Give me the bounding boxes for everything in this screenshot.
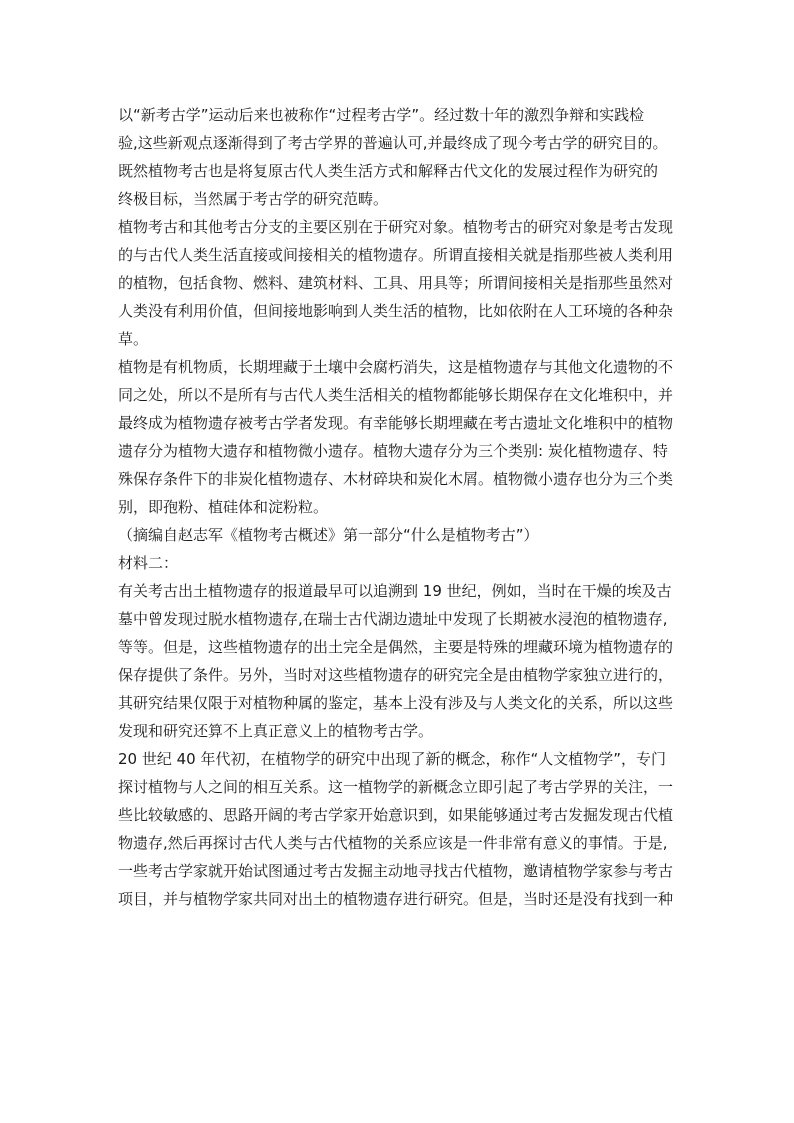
text-line: 同之处，所以不是所有与古代人类生活相关的植物都能够长期保存在文化堆积中，并 [118, 386, 674, 404]
text-line: 验,这些新观点逐渐得到了考古学界的普遍认可,并最终成了现今考古学的研究目的。 [118, 134, 668, 152]
text-line: 以“新考古学”运动后来也被称作“过程考古学”。经过数十年的激烈争辩和实践检 [118, 106, 645, 124]
text-line: 一些考古学家就开始试图通过考古发掘主动地寻找古代植物，邀请植物学家参与考古 [118, 862, 674, 880]
text-line: 遗存分为植物大遗存和植物微小遗存。植物大遗存分为三个类别: 炭化植物遗存、特 [118, 442, 668, 460]
section-heading: 材料二： [118, 554, 179, 572]
text-line: 保存提供了条件。另外，当时对这些植物遗存的研究完全是由植物学家独立进行的， [118, 666, 674, 684]
text-line: 殊保存条件下的非炭化植物遗存、木材碎块和炭化木屑。植物微小遗存也分为三个类 [118, 470, 674, 488]
text-line: 的与古代人类生活直接或间接相关的植物遗存。所谓直接相关就是指那些被人类利用 [118, 246, 674, 264]
text-line: 人类没有利用价值，但间接地影响到人类生活的植物，比如依附在人工环境的各种杂 [118, 302, 674, 320]
text-line: 墓中曾发现过脱水植物遗存,在瑞士古代湖边遗址中发现了长期被水浸泡的植物遗存, [118, 610, 668, 628]
text-line: 草。 [118, 330, 149, 348]
text-line: 发现和研究还算不上真正意义上的植物考古学。 [118, 722, 434, 740]
text-line: 别，即孢粉、植硅体和淀粉粒。 [118, 498, 329, 516]
text-line: 等等。但是，这些植物遗存的出土完全是偶然，主要是特殊的埋藏环境为植物遗存的 [118, 638, 674, 656]
text-line: 物遗存,然后再探讨古代人类与古代植物的关系应该是一件非常有意义的事情。于是, [118, 834, 668, 852]
text-line: 植物是有机物质，长期埋藏于土壤中会腐朽消失，这是植物遗存与其他文化遗物的不 [118, 358, 674, 376]
text-line: 20 世纪 40 年代初，在植物学的研究中出现了新的概念，称作“人文植物学”，专门 [118, 750, 667, 768]
document-body [118, 101, 678, 913]
text-line: 最终成为植物遗存被考古学者发现。有幸能够长期埋藏在考古遗址文化堆积中的植物 [118, 414, 674, 432]
citation-line: （摘编自赵志军《植物考古概述》第一部分“什么是植物考古”） [118, 526, 539, 544]
text-line: 植物考古和其他考古分支的主要区别在于研究对象。植物考古的研究对象是考古发现 [118, 218, 674, 236]
text-line: 探讨植物与人之间的相互关系。这一植物学的新概念立即引起了考古学界的关注，一 [118, 778, 674, 796]
text-line: 项目，并与植物学家共同对出土的植物遗存进行研究。但是，当时还是没有找到一种 [118, 890, 674, 908]
text-line: 既然植物考古也是将复原古代人类生活方式和解释古代文化的发展过程作为研究的 [118, 162, 659, 180]
text-line: 终极目标，当然属于考古学的研究范畴。 [118, 190, 389, 208]
text-line: 些比较敏感的、思路开阔的考古学家开始意识到，如果能够通过考古发掘发现古代植 [118, 806, 674, 824]
text-line: 有关考古出土植物遗存的报道最早可以追溯到 19 世纪，例如，当时在干燥的埃及古 [118, 582, 672, 600]
text-line: 其研究结果仅限于对植物种属的鉴定，基本上没有涉及与人类文化的关系，所以这些 [118, 694, 674, 712]
text-line: 的植物，包括食物、燃料、建筑材料、工具、用具等；所谓间接相关是指那些虽然对 [118, 274, 674, 292]
